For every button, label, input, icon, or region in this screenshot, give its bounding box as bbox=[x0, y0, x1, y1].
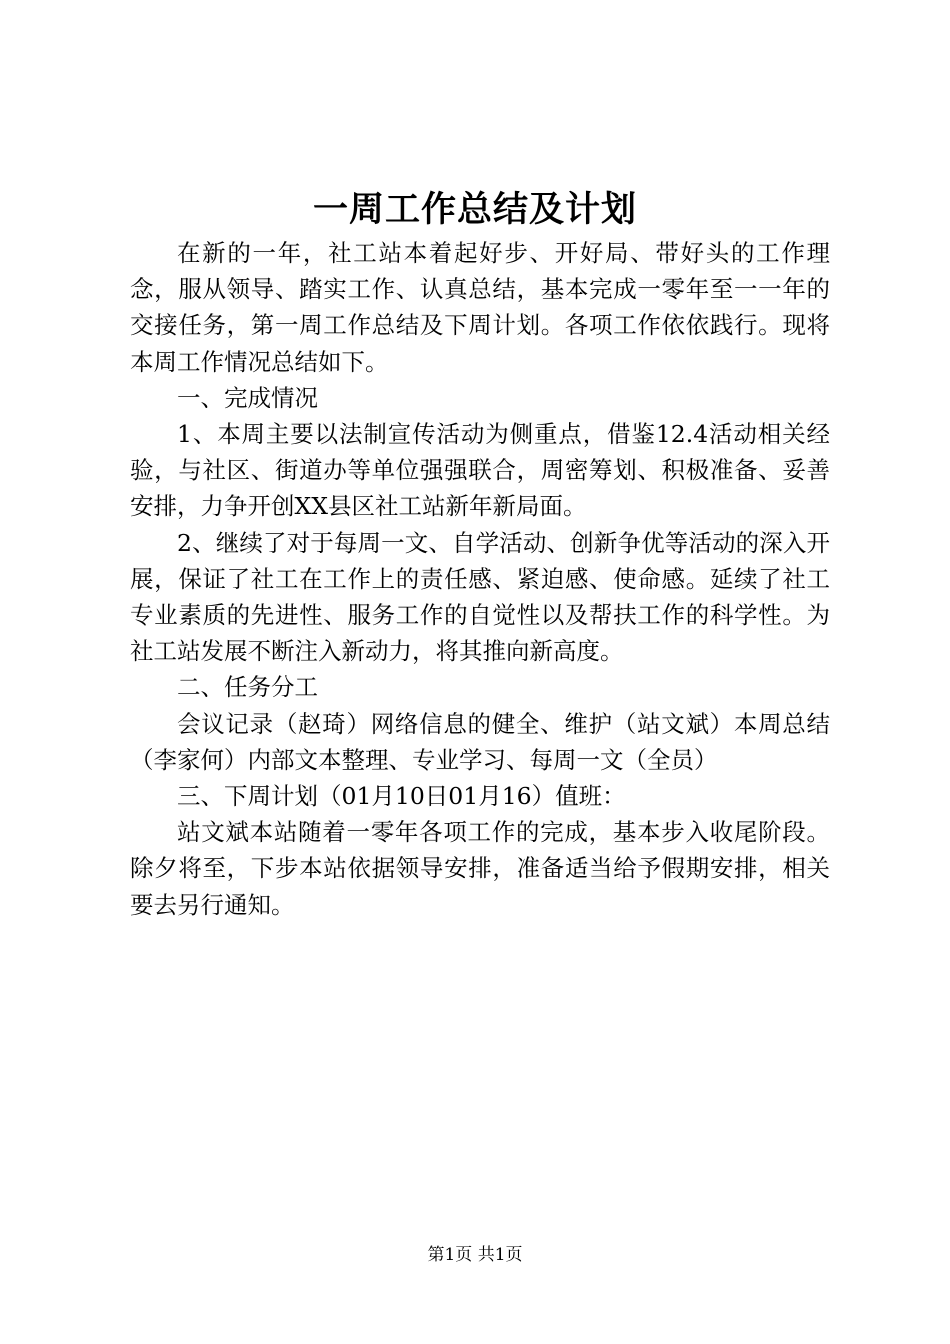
task-division-paragraph: 会议记录（赵琦）网络信息的健全、维护（站文斌）本周总结（李家何）内部文本整理、专业学习、每周一文（全员） bbox=[130, 709, 830, 774]
document-body bbox=[130, 235, 830, 923]
completion-item-2: 2、继续了对于每周一文、自学活动、创新争优等活动的深入开展，保证了社工在工作上的责任感、紧迫感、使命感。延续了社工专业素质的先进性、服务工作的自觉性以及帮扶工作的科学性。为社工站发展不断注入新动力，将其推向新高度。 bbox=[130, 528, 830, 666]
section-heading-completion: 一、完成情况 bbox=[177, 383, 318, 412]
section-heading-next-week-plan: 三、下周计划（01月10日01月16）值班： bbox=[177, 782, 626, 811]
page-footer: 第1页 共1页 bbox=[427, 1245, 523, 1265]
completion-item-1: 1、本周主要以法制宣传活动为侧重点，借鉴12.4活动相关经验，与社区、街道办等单位强强联合，周密筹划、积极准备、妥善安排，力争开创XX县区社工站新年新局面。 bbox=[130, 420, 830, 521]
intro-paragraph: 在新的一年，社工站本着起好步、开好局、带好头的工作理念，服从领导、踏实工作、认真总结，基本完成一零年至一一年的交接任务，第一周工作总结及下周计划。各项工作依依践行。现将本周工作情况总结如下。 bbox=[130, 239, 830, 376]
document-title: 一周工作总结及计划 bbox=[312, 189, 637, 230]
next-week-plan-paragraph: 站文斌本站随着一零年各项工作的完成，基本步入收尾阶段。除夕将至，下步本站依据领导安排，准备适当给予假期安排，相关要去另行通知。 bbox=[130, 818, 830, 919]
section-heading-task-division: 二、任务分工 bbox=[177, 673, 318, 702]
